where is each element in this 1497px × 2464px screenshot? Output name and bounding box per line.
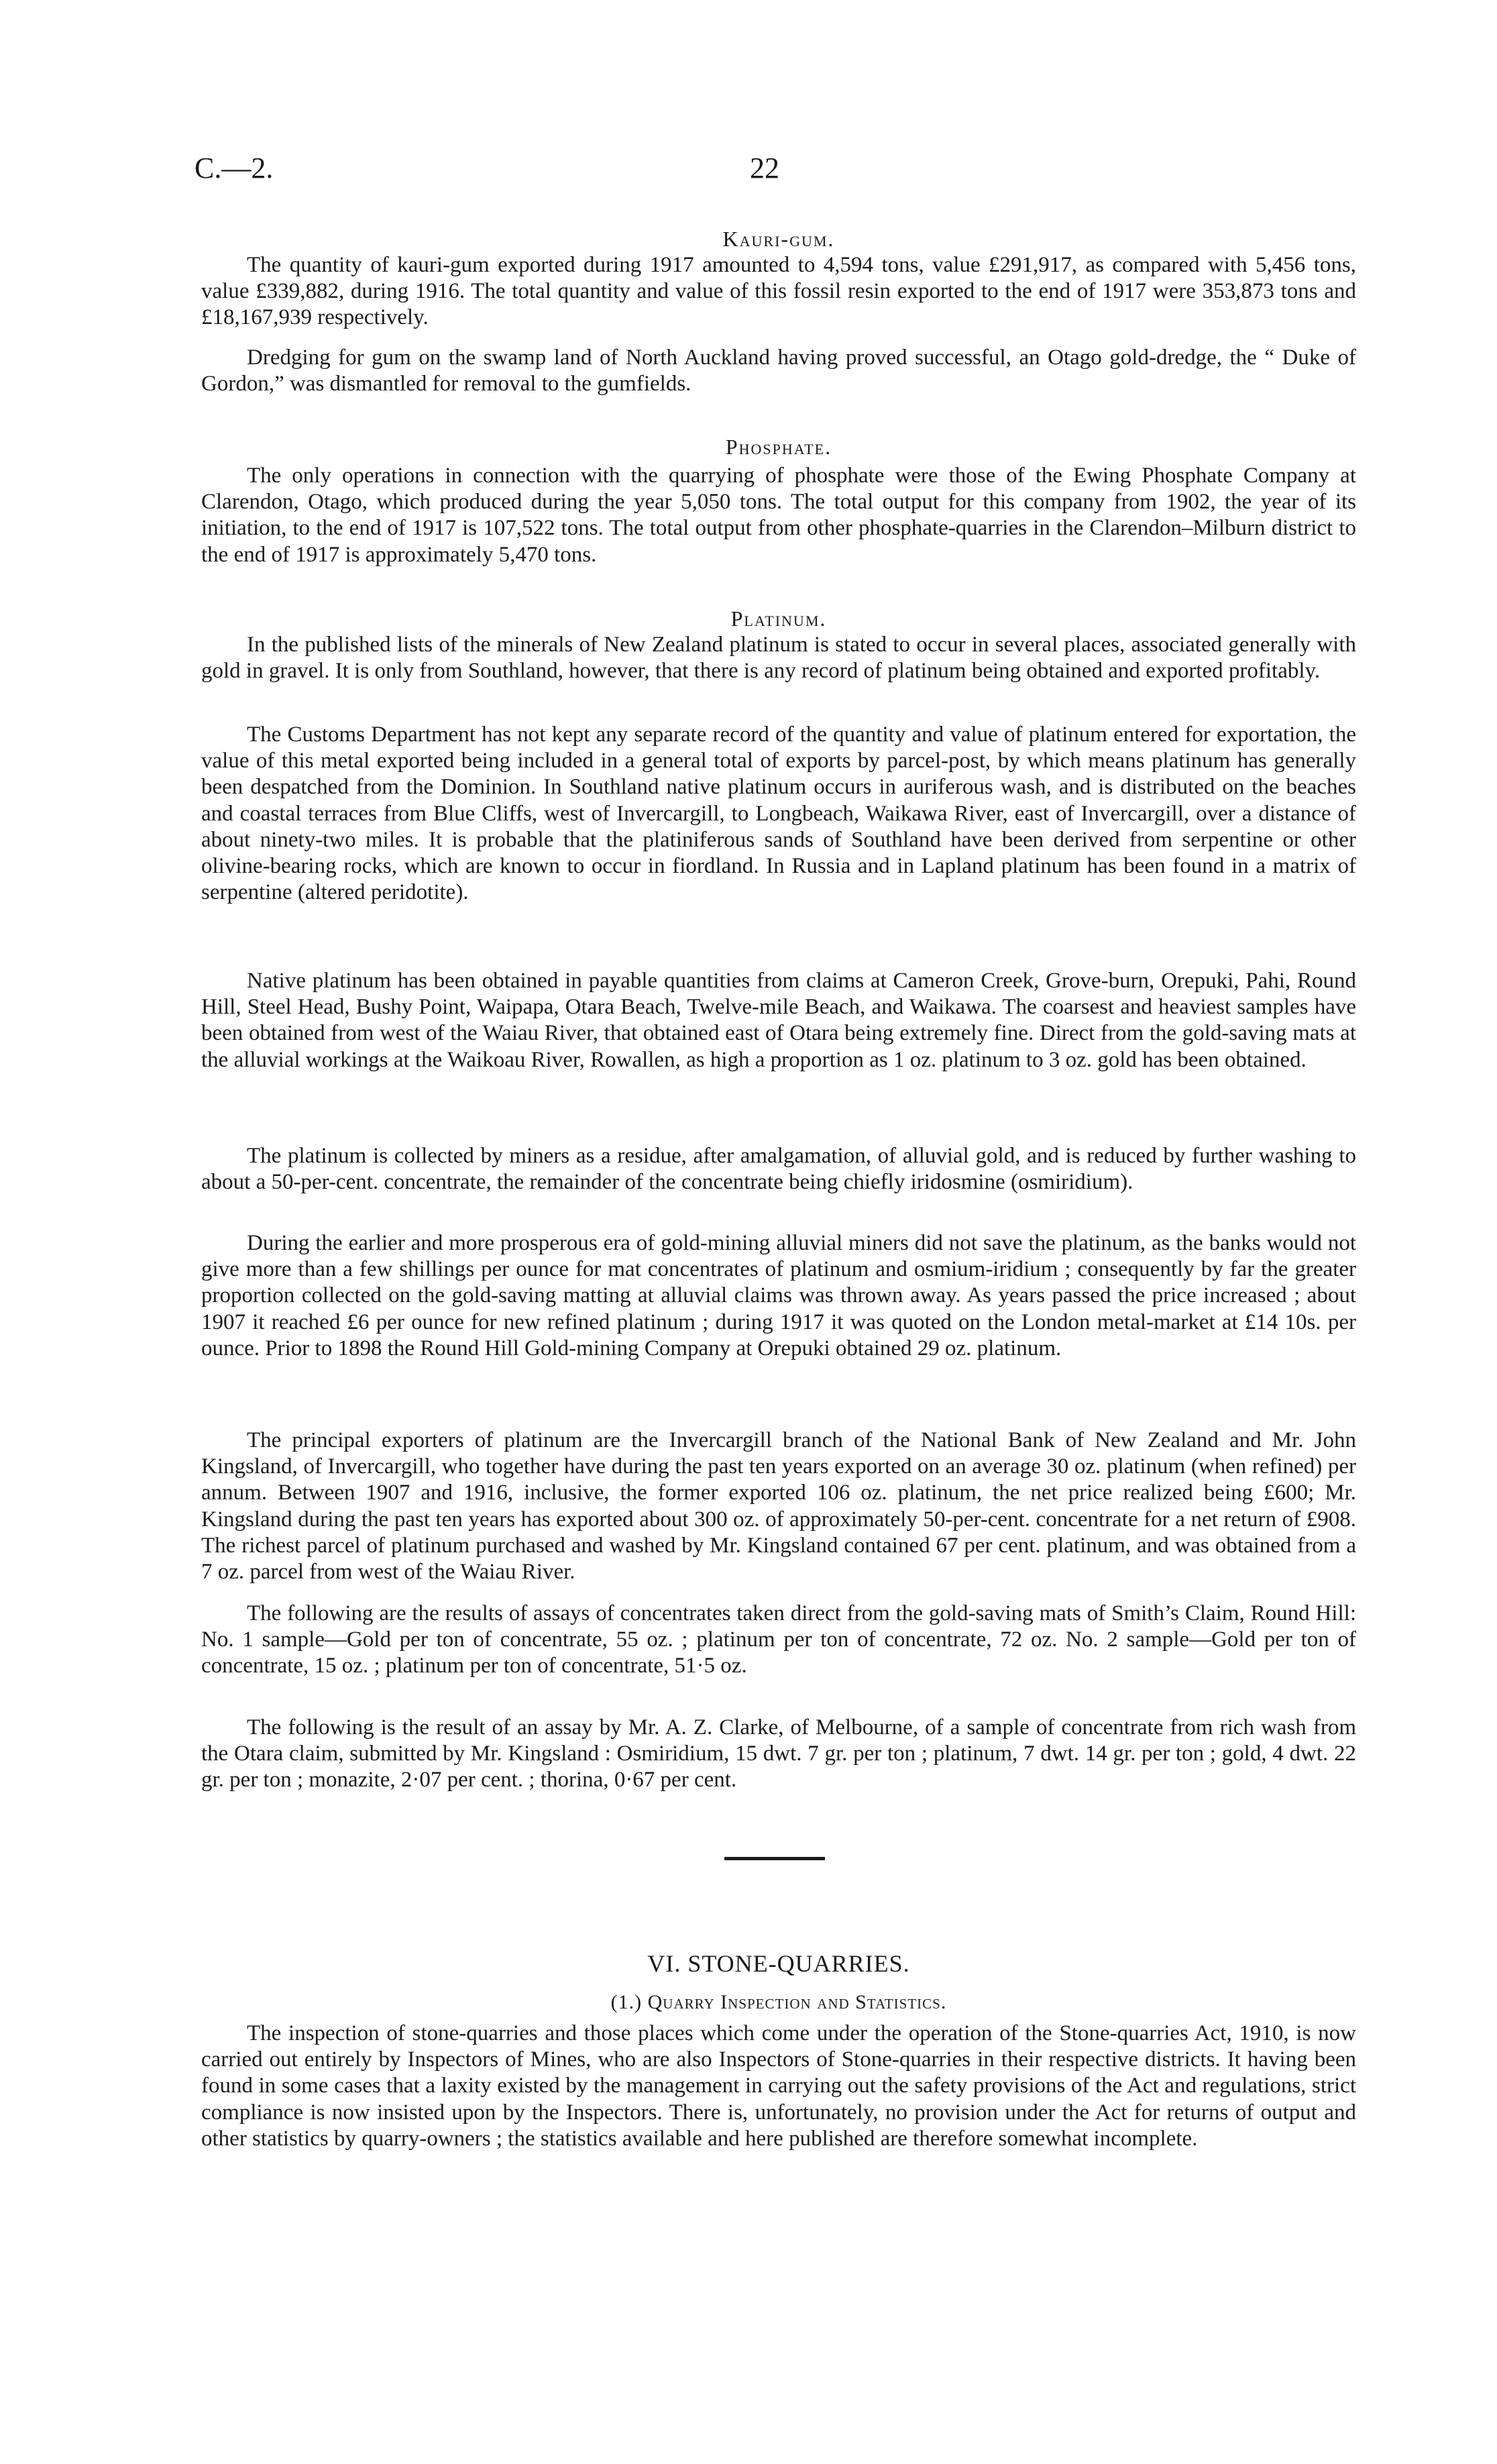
- subsection-title: (1.) Quarry Inspection and Statistics.: [610, 1991, 947, 2013]
- paragraph: During the earlier and more prosperous era of gold-mining alluvial miners did not save the platinum, as the banks would not give more than a few shillings per ounce for mat concentrates of platinum and osmium-iridium ; consequently by far the greater proportion collected on the gold-saving matting at alluvial claims was thrown away. As years passed the price increased ; about 1907 it reached £6 per ounce for new refined platinum ; during 1917 it was quoted on the London metal-market at £14 10s. per ounce. Prior to 1898 the Round Hill Gold-mining Company at Orepuki obtained 29 oz. platinum.: [201, 1231, 1356, 1360]
- paragraph: Dredging for gum on the swamp land of North Auckland having proved successful, an Otago gold-dredge, the “ Duke of Gordon,” was dismantled for removal to the gumfields.: [201, 345, 1356, 396]
- section-title-phosphate: Phosphate.: [725, 435, 832, 459]
- series-code: C.—2.: [195, 152, 274, 184]
- paragraph: The following is the result of an assay by Mr. A. Z. Clarke, of Melbourne, of a sample of concentrate from rich wash from the Otara claim, submitted by Mr. Kingsland : Osmiridium, 15 dwt. 7 gr. per ton ; platinum, 7 dwt. 14 gr. per ton ; gold, 4 dwt. 22 gr. per ton ; monazite, 2·07 per cent. ; thorina, 0·67 per cent.: [201, 1715, 1356, 1792]
- section-title-platinum: Platinum.: [730, 606, 827, 631]
- page-number: 22: [750, 152, 779, 184]
- paragraph: The following are the results of assays of concentrates taken direct from the gold-saving mats of Smith’s Claim, Round Hill: No. 1 sample—Gold per ton of concentrate, 55 oz. ; platinum per ton of concentrate, 72 oz. No. 2 sample—Gold per ton of concentrate, 15 oz. ; platinum per ton of concentrate, 51·5 oz.: [201, 1601, 1356, 1678]
- paragraph: In the published lists of the minerals of New Zealand platinum is stated to occur in several places, associated generally with gold in gravel. It is only from Southland, however, that there is any record of platinum being obtained and exported profitably.: [201, 633, 1356, 684]
- paragraph: The principal exporters of platinum are the Invercargill branch of the National Bank of New Zealand and Mr. John Kingsland, of Invercargill, who together have during the past ten years exported on an average 30 oz. platinum (when refined) per annum. Between 1907 and 1916, inclusive, the former exported 106 oz. platinum, the net price realized being £600; Mr. Kingsland during the past ten years has exported about 300 oz. of approximately 50-per-cent. concentrate for a net return of £908. The richest parcel of platinum purchased and washed by Mr. Kingsland contained 67 per cent. platinum, and was obtained from a 7 oz. parcel from west of the Waiau River.: [201, 1428, 1356, 1585]
- paragraph: The inspection of stone-quarries and those places which come under the operation of the Stone-quarries Act, 1910, is now carried out entirely by Inspectors of Mines, who are also Inspectors of Stone-quarries in their respective districts. It having been found in some cases that a laxity existed by the management in carrying out the safety provisions of the Act and regulations, strict compliance is now insisted upon by the Inspectors. There is, unfortunately, no provision under the Act for returns of output and other statistics by quarry-owners ; the statistics available and here published are therefore somewhat incomplete.: [201, 2021, 1356, 2151]
- section-title-kauri: Kauri-gum.: [722, 227, 835, 251]
- section-divider: [724, 1857, 825, 1860]
- paragraph: The only operations in connection with the quarrying of phosphate were those of the Ewing Phosphate Company at Clarendon, Otago, which produced during the year 5,050 tons. The total output for this company from 1902, the year of its initiation, to the end of 1917 is 107,522 tons. The total output from other phosphate-quarries in the Clarendon–Milburn district to the end of 1917 is approximately 5,470 tons.: [201, 464, 1356, 567]
- paragraph: The quantity of kauri-gum exported during 1917 amounted to 4,594 tons, value £291,917, as compared with 5,456 tons, value £339,882, during 1916. The total quantity and value of this fossil resin exported to the end of 1917 were 353,873 tons and £18,167,939 respectively.: [201, 253, 1356, 330]
- paragraph: Native platinum has been obtained in payable quantities from claims at Cameron Creek, Grove-burn, Orepuki, Pahi, Round Hill, Steel Head, Bushy Point, Waipapa, Otara Beach, Twelve-mile Beach, and Waikawa. The coarsest and heaviest samples have been obtained from west of the Waiau River, that obtained east of Otara being extremely fine. Direct from the gold-saving mats at the alluvial workings at the Waikoau River, Rowallen, as high a proportion as 1 oz. platinum to 3 oz. gold has been obtained.: [201, 969, 1356, 1072]
- paragraph: The Customs Department has not kept any separate record of the quantity and value of platinum entered for exportation, the value of this metal exported being included in a general total of exports by parcel-post, by which means platinum has generally been despatched from the Dominion. In Southland native platinum occurs in auriferous wash, and is distributed on the beaches and coastal terraces from Blue Cliffs, west of Invercargill, to Longbeach, Waikawa River, east of Invercargill, over a distance of about ninety-two miles. It is probable that the platiniferous sands of Southland have been derived from serpentine or other olivine-bearing rocks, which are known to occur in fiordland. In Russia and in Lapland platinum has been found in a matrix of serpentine (altered peridotite).: [201, 722, 1356, 905]
- paragraph: The platinum is collected by miners as a residue, after amalgamation, of alluvial gold, and is reduced by further washing to about a 50-per-cent. concentrate, the remainder of the concentrate being chiefly iridosmine (osmiridium).: [201, 1144, 1356, 1195]
- chapter-title: VI. STONE-QUARRIES.: [647, 1950, 910, 1977]
